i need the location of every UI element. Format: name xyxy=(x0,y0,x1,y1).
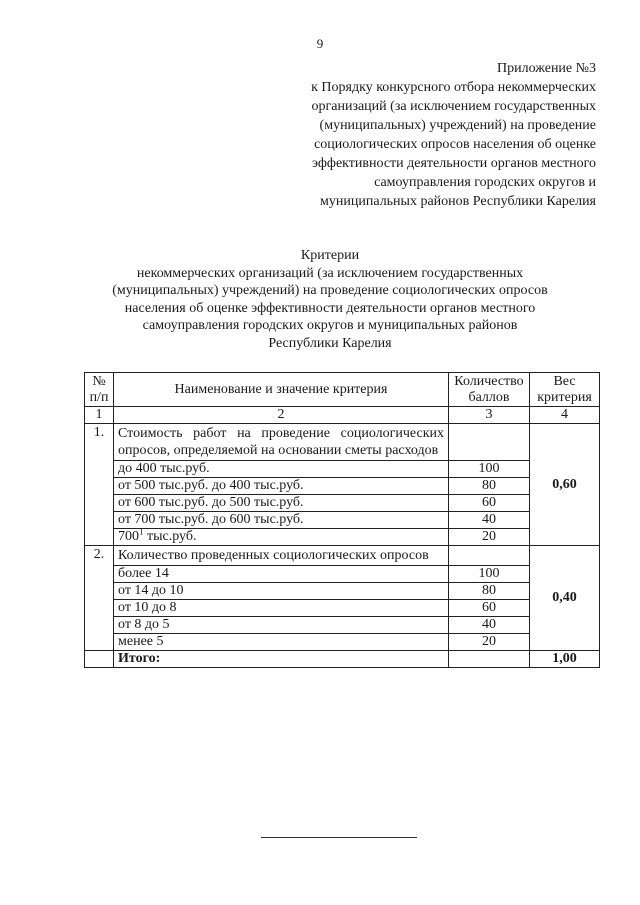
header-num: № п/п xyxy=(85,373,114,407)
score-empty xyxy=(449,546,530,566)
document-title xyxy=(60,247,600,352)
total-empty xyxy=(85,651,114,668)
option-score: 40 xyxy=(449,617,530,634)
criterion-weight: 0,60 xyxy=(530,424,600,546)
total-row xyxy=(85,651,600,668)
table-row xyxy=(85,634,600,651)
appendix-line: эффективности деятельности органов местного xyxy=(311,156,596,171)
table-row xyxy=(85,529,600,546)
option-score: 80 xyxy=(449,583,530,600)
appendix-heading: Приложение №3 xyxy=(497,61,596,76)
option-score: 60 xyxy=(449,495,530,512)
title-line: некоммерческих организаций (за исключением государственных xyxy=(136,265,524,281)
option-label: от 700 тыс.руб. до 600 тыс.руб. xyxy=(114,512,449,529)
table-row xyxy=(85,461,600,478)
appendix-line: самоуправления городских округов и xyxy=(374,175,596,190)
column-index-row xyxy=(85,407,600,424)
table-row xyxy=(85,583,600,600)
option-label: от 500 тыс.руб. до 400 тыс.руб. xyxy=(114,478,449,495)
option-score: 20 xyxy=(449,529,530,546)
total-score-empty xyxy=(449,651,530,668)
option-label: до 400 тыс.руб. xyxy=(114,461,449,478)
option-score: 100 xyxy=(449,566,530,583)
option-score: 100 xyxy=(449,461,530,478)
header-name: Наименование и значение критерия xyxy=(114,373,449,407)
option-label: от 14 до 10 xyxy=(114,583,449,600)
criterion-number: 1. xyxy=(85,424,114,546)
title-heading: Критерии xyxy=(300,248,360,263)
appendix-block xyxy=(266,59,596,211)
appendix-line: к Порядку конкурсного отбора некоммерческих xyxy=(311,80,596,95)
criterion-title: Стоимость работ на проведение социологических опросов, определяемой на основании сметы расходов xyxy=(114,424,449,461)
criterion-number: 2. xyxy=(85,546,114,651)
table-row xyxy=(85,478,600,495)
criterion-title-row xyxy=(85,424,600,461)
appendix-line: социологических опросов населения об оценке xyxy=(314,137,596,152)
option-label: менее 5 xyxy=(114,634,449,651)
appendix-line: (муниципальных) учреждений) на проведение xyxy=(319,118,596,133)
table-row xyxy=(85,600,600,617)
table-row xyxy=(85,566,600,583)
column-index: 1 xyxy=(85,407,114,424)
option-label: от 600 тыс.руб. до 500 тыс.руб. xyxy=(114,495,449,512)
option-label: от 10 до 8 xyxy=(114,600,449,617)
header-weight: Вес критерия xyxy=(530,373,600,407)
option-label: от 8 до 5 xyxy=(114,617,449,634)
table-header-row xyxy=(85,373,600,407)
footer-divider xyxy=(261,837,417,838)
table-row xyxy=(85,495,600,512)
option-label: более 14 xyxy=(114,566,449,583)
table-row xyxy=(85,512,600,529)
criterion-title: Количество проведенных социологических опросов xyxy=(114,546,449,566)
criteria-table xyxy=(84,372,600,668)
table-row xyxy=(85,617,600,634)
criterion-title-row xyxy=(85,546,600,566)
title-line: самоуправления городских округов и муниципальных районов xyxy=(142,318,518,333)
page-number: 9 xyxy=(316,36,324,51)
option-label: $700^1$ тыс.руб. xyxy=(114,529,449,546)
option-score: 80 xyxy=(449,478,530,495)
total-weight: 1,00 xyxy=(530,651,600,668)
column-index: 3 xyxy=(449,407,530,424)
option-score: 20 xyxy=(449,634,530,651)
appendix-line: муниципальных районов Республики Карелия xyxy=(320,194,596,209)
option-score: 40 xyxy=(449,512,530,529)
column-index: 4 xyxy=(530,407,600,424)
title-line: населения об оценке эффективности деятельности органов местного xyxy=(124,300,536,316)
score-empty xyxy=(449,424,530,461)
total-label: Итого: xyxy=(114,651,449,668)
title-line: Республики Карелия xyxy=(268,335,392,351)
option-score: 60 xyxy=(449,600,530,617)
appendix-line: организаций (за исключением государственных xyxy=(311,99,596,114)
column-index: 2 xyxy=(114,407,449,424)
header-score: Количество баллов xyxy=(449,373,530,407)
criterion-weight: 0,40 xyxy=(530,546,600,651)
title-line: (муниципальных) учреждений) на проведение социологических опросов xyxy=(112,283,548,298)
